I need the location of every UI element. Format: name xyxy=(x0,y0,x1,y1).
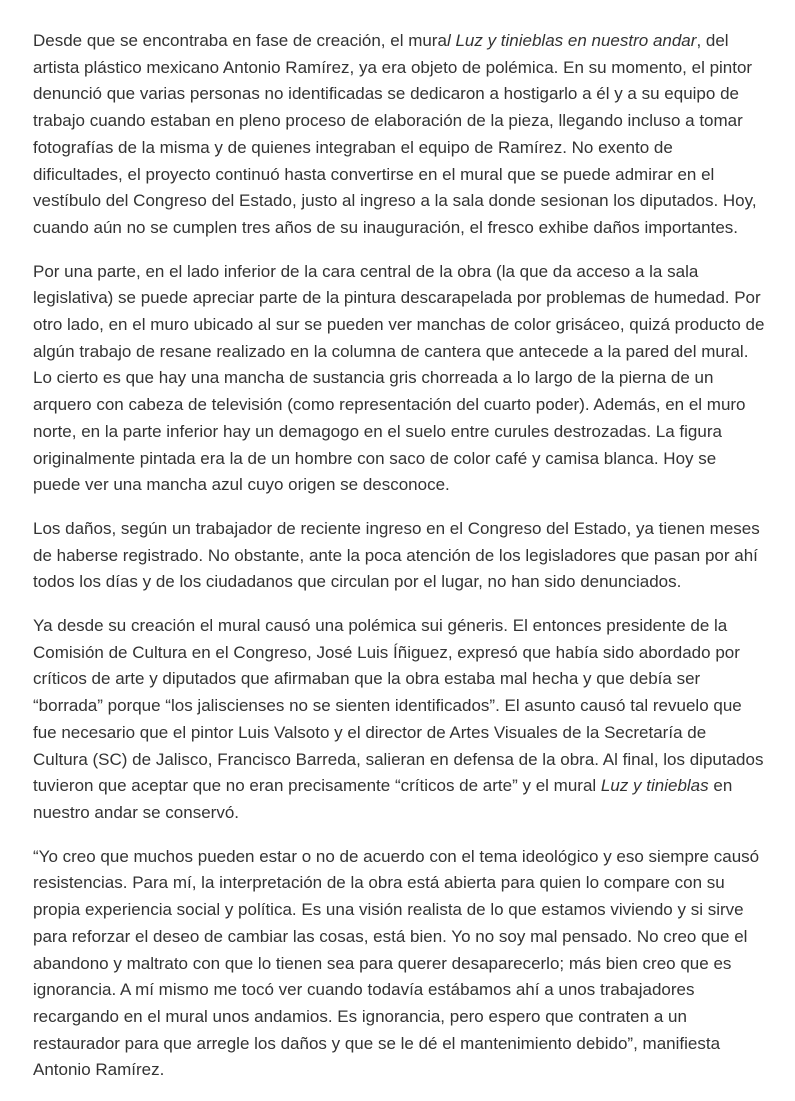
italic-text-run: l Luz y tinieblas en nuestro andar xyxy=(446,31,697,50)
article-paragraph-4 xyxy=(33,613,765,827)
text-run: Desde que se encontraba en fase de creación, el mura xyxy=(33,31,447,50)
text-run: Los daños, según un trabajador de reciente ingreso en el Congreso del Estado, ya tienen meses de haberse registrado. No obstante, ante la poca atención de los legisladores que pasan por ahí todos los días y de los ciudadanos que circulan por el lugar, no han sido denunciados. xyxy=(33,518,760,592)
text-run: , del artista plástico mexicano Antonio Ramírez, ya era objeto de polémica. En su momento, el pintor denunció que varias personas no identificadas se dedicaron a hostigarlo a él y a su equipo de trabajo cuando estaban en pleno proceso de elaboración de la pieza, llegando incluso a tomar fotografías de la misma y de quienes integraban el equipo de Ramírez. No exento de dificultades, el proyecto continuó hasta convertirse en el mural que se puede admirar en el vestíbulo del Congreso del Estado, justo al ingreso a la sala donde sesionan los diputados. Hoy, cuando aún no se cumplen tres años de su inauguración, el fresco exhibe daños importantes. xyxy=(33,31,757,237)
text-run: Ya desde su creación el mural causó una polémica sui géneris. El entonces presidente de la Comisión de Cultura en el Congreso, José Luis Íñiguez, expresó que había sido abordado por críticos de arte y diputados que afirmaban que la obra estaba mal hecha y que debía ser “borrada” porque “los jaliscienses no se sienten identificados”. El asunto causó tal revuelo que fue necesario que el pintor Luis Valsoto y el director de Artes Visuales de la Secretaría de Cultura (SC) de Jalisco, Francisco Barreda, salieran en defensa de la obra. Al final, los diputados tuvieron que aceptar que no eran precisamente “críticos de arte” y el mural xyxy=(33,616,764,796)
text-run: Por una parte, en el lado inferior de la cara central de la obra (la que da acceso a la sala legislativa) se puede apreciar parte de la pintura descarapelada por problemas de humedad. Por otro lado, en el muro ubicado al sur se pueden ver manchas de color grisáceo, quizá producto de algún trabajo de resane realizado en la columna de cantera que antecede a la pared del mural. Lo cierto es que hay una mancha de sustancia gris chorreada a lo largo de la pierna de un arquero con cabeza de televisión (como representación del cuarto poder). Además, en el muro norte, en la parte inferior hay un demagogo en el suelo entre curules destrozadas. La figura originalmente pintada era la de un hombre con saco de color café y camisa blanca. Hoy se puede ver una mancha azul cuyo origen se desconoce. xyxy=(33,261,765,495)
article-paragraph-1 xyxy=(33,28,765,242)
text-run: “Yo creo que muchos pueden estar o no de acuerdo con el tema ideológico y eso siempre causó resistencias. Para mí, la interpretación de la obra está abierta para quien lo compare con su propia experiencia social y política. Es una visión realista de lo que estamos viviendo y si sirve para reforzar el deseo de cambiar las cosas, está bien. Yo no soy mal pensado. No creo que el abandono y maltrato con que lo tienen sea para querer desaparecerlo; más bien creo que es ignorancia. A mí mismo me tocó ver cuando todavía estábamos ahí a unos trabajadores recargando en el mural unos andamios. Es ignorancia, pero espero que contraten a un restaurador para que arregle los daños y que se le dé el mantenimiento debido”, manifiesta Antonio Ramírez. xyxy=(33,846,760,1080)
italic-text-run: Luz y tinieblas xyxy=(600,776,709,796)
text-run: en nuestro andar se conservó. xyxy=(33,776,733,822)
article-paragraph-2 xyxy=(33,259,765,499)
article-paragraph-5 xyxy=(33,844,765,1084)
article-paragraph-3 xyxy=(33,516,765,596)
